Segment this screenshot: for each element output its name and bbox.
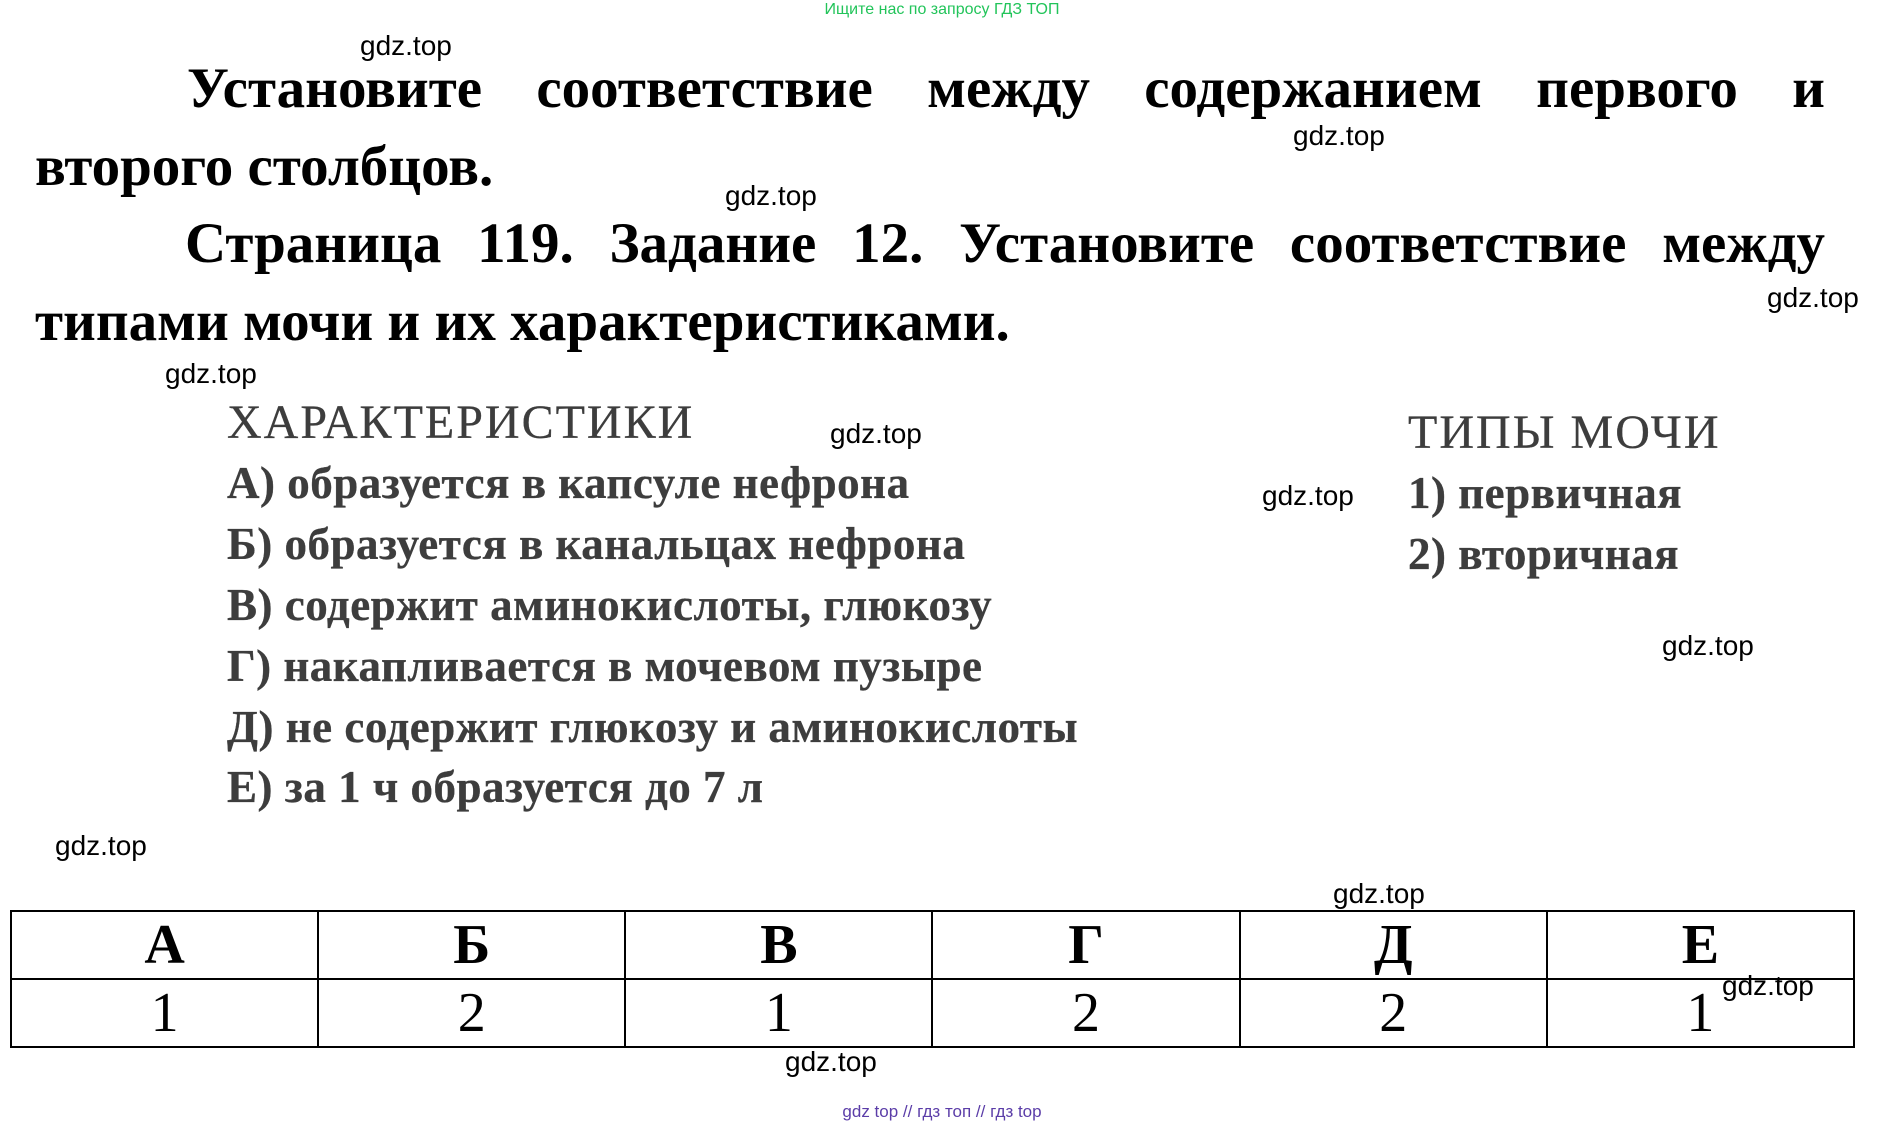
urine-type-2: 2) вторичная <box>1408 529 1680 579</box>
characteristic-v: В) содержит аминокислоты, глюкозу <box>227 580 993 630</box>
characteristics-header: ХАРАКТЕРИСТИКИ <box>227 396 695 449</box>
watermark: gdz.top <box>55 830 147 861</box>
answer-header-cell: В <box>625 911 932 979</box>
urine-type-1: 1) первичная <box>1408 468 1683 518</box>
urine-types-header: ТИПЫ МОЧИ <box>1408 406 1721 459</box>
task-instruction: Установите соответствие между содержанием первого и второго столбцов. <box>35 57 1825 198</box>
characteristic-b: Б) образуется в канальцах нефрона <box>227 519 966 569</box>
watermark: gdz.top <box>785 1046 877 1077</box>
answer-table-value-row <box>11 979 1854 1047</box>
characteristic-d: Д) не содержит глюкозу и аминокислоты <box>227 702 1079 752</box>
footer-links: gdz top // гдз топ // гдз top <box>842 1102 1042 1121</box>
watermark: gdz.top <box>1722 970 1814 1001</box>
characteristic-e: Е) за 1 ч образуется до 7 л <box>227 762 764 812</box>
watermark: gdz.top <box>830 418 922 449</box>
watermark: gdz.top <box>360 30 452 61</box>
answer-value-cell: 2 <box>932 979 1239 1047</box>
answer-table <box>10 910 1855 1048</box>
characteristic-a: А) образуется в капсуле нефрона <box>227 458 910 508</box>
answer-header-cell: Д <box>1240 911 1547 979</box>
answer-value-cell: 2 <box>1240 979 1547 1047</box>
urine-types-column <box>1408 405 1808 605</box>
characteristic-g: Г) накапливается в мочевом пузыре <box>227 641 983 691</box>
task-title: Страница 119. Задание 12. Установите соответствие между типами мочи и их характеристиками. <box>35 212 1825 353</box>
watermark: gdz.top <box>1662 630 1754 661</box>
watermark: gdz.top <box>165 358 257 389</box>
answer-value-cell: 1 <box>1547 979 1854 1047</box>
watermark: gdz.top <box>725 180 817 211</box>
answer-value-cell: 1 <box>625 979 932 1047</box>
answer-header-cell: Б <box>318 911 625 979</box>
watermark: gdz.top <box>1262 480 1354 511</box>
answer-value-cell: 2 <box>318 979 625 1047</box>
characteristics-column <box>227 395 1327 825</box>
watermark: gdz.top <box>1333 878 1425 909</box>
watermark: gdz.top <box>1767 282 1859 313</box>
answer-header-cell: Г <box>932 911 1239 979</box>
answer-value-cell: 1 <box>11 979 318 1047</box>
answer-header-cell: Е <box>1547 911 1854 979</box>
top-search-note: Ищите нас по запросу ГДЗ ТОП <box>824 1 1060 18</box>
watermark: gdz.top <box>1293 120 1385 151</box>
answer-table-header-row <box>11 911 1854 979</box>
answer-header-cell: А <box>11 911 318 979</box>
